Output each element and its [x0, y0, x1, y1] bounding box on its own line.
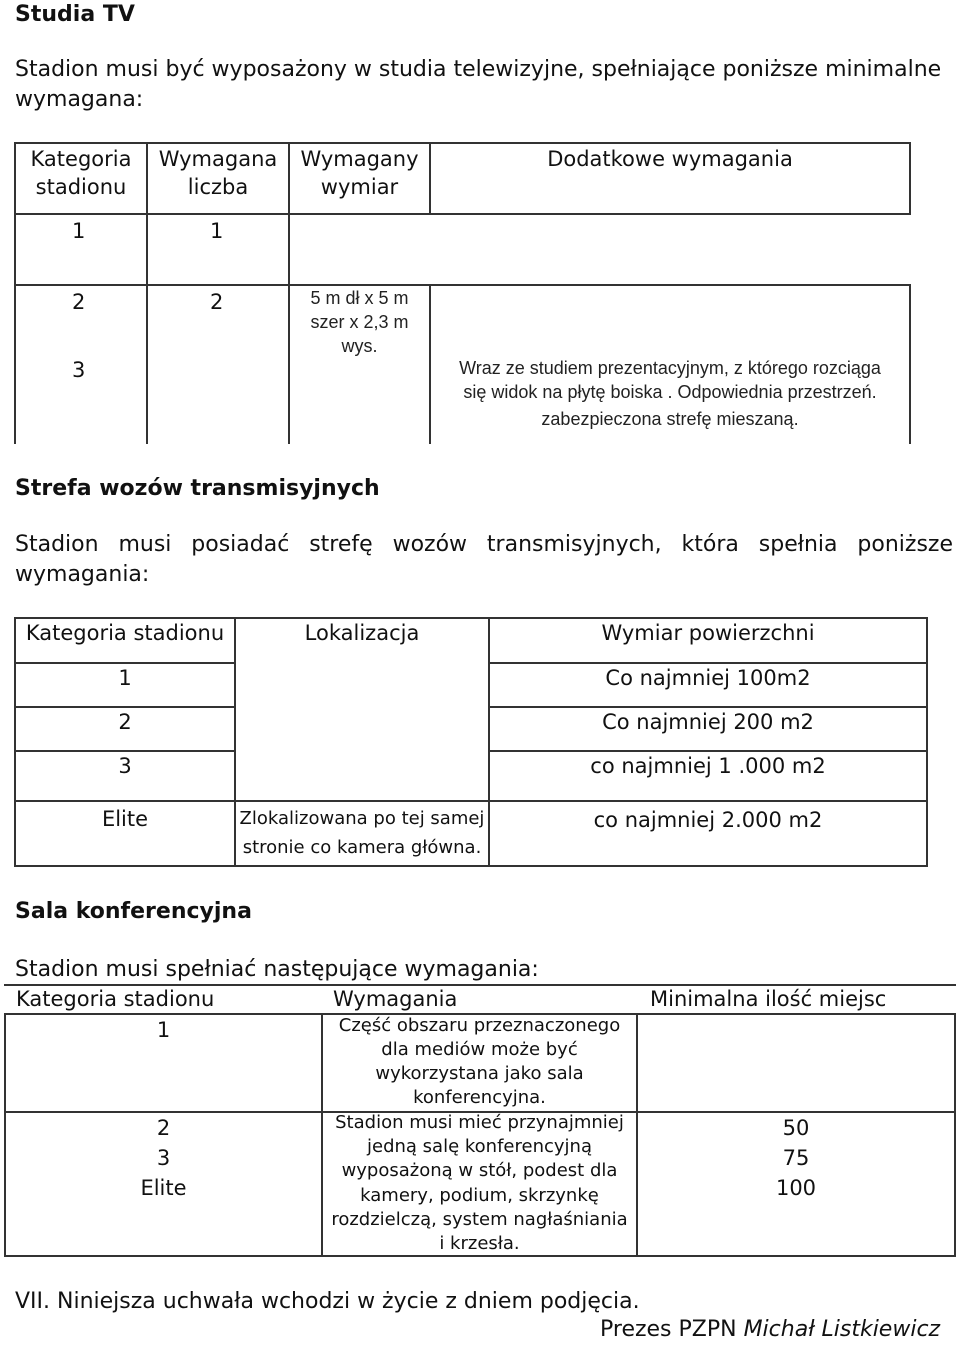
- row-elite-lokalizacja: [236, 804, 488, 862]
- row2-liczba: 2: [210, 290, 224, 314]
- row2-kategoria: 2: [72, 290, 86, 314]
- wymiar-line3: wys.: [341, 336, 378, 356]
- miejsca-100: 100: [775, 1176, 817, 1200]
- row2-kategoria: 2: [118, 710, 132, 734]
- row1-wymagania-line3: wykorzystana jako sala: [375, 1063, 584, 1084]
- row3-kategoria: 3: [72, 358, 86, 382]
- row1-liczba: 1: [210, 219, 224, 243]
- dodatkowe-line1: Wraz ze studiem prezentacyjnym, z którego rozciąga: [459, 358, 881, 378]
- row1-wymagania-line4: konferencyjna.: [413, 1087, 546, 1108]
- header-liczba-line2: liczba: [187, 175, 249, 199]
- lokalizacja-line1: Zlokalizowana po tej samej: [239, 808, 485, 829]
- lokalizacja-line2: stronie co kamera główna.: [242, 837, 482, 858]
- signature-prefix: Prezes PZPN: [600, 1317, 737, 1342]
- header-minimalna-ilosc: Minimalna ilość miejsc: [650, 987, 887, 1011]
- miejsca-50: 50: [782, 1116, 810, 1140]
- dodatkowe-line3: zabezpieczona strefę mieszaną.: [541, 409, 799, 429]
- row1-kategoria: 1: [156, 1018, 171, 1042]
- header-liczba: [148, 145, 288, 201]
- intro-studia-line2: wymagana:: [15, 87, 144, 112]
- row-elite-wymiar: co najmniej 2.000 m2: [593, 808, 823, 832]
- row1-wymagania-line2: dla mediów może być: [381, 1039, 578, 1060]
- header-wymiar: [290, 145, 429, 201]
- header-kategoria-stadionu: Kategoria stadionu: [16, 987, 215, 1011]
- wymiar-line2: szer x 2,3 m: [310, 312, 409, 332]
- header-wymagania: Wymagania: [333, 987, 458, 1011]
- group-wymagania-line6: i krzesła.: [439, 1233, 520, 1255]
- row3-wymiar: co najmniej 1 .000 m2: [590, 754, 826, 778]
- header-wymiar-line1: Wymagany: [300, 147, 419, 171]
- intro-studia-line1: Stadion musi być wyposażony w studia telewizyjne, spełniające poniższe minimalne: [15, 57, 942, 82]
- header-kategoria-line2: stadionu: [35, 175, 127, 199]
- header-wymiar-line2: wymiar: [320, 175, 399, 199]
- heading-strefa-wozow: Strefa wozów transmisyjnych: [15, 476, 380, 501]
- group-wymagania: [323, 1111, 636, 1256]
- header-kategoria-stadionu: Kategoria stadionu: [25, 621, 225, 645]
- row1-kategoria: 1: [118, 666, 132, 690]
- group-wymagania-line5: rozdzielczą, system nagłaśniania: [331, 1208, 628, 1230]
- heading-studia-tv: Studia TV: [15, 2, 135, 27]
- dodatkowe-line2: się widok na płytę boiska . Odpowiednia przestrzeń.: [463, 382, 877, 402]
- row3-kategoria: 3: [118, 754, 132, 778]
- header-lokalizacja: Lokalizacja: [304, 621, 420, 645]
- row1-kategoria: 1: [72, 219, 86, 243]
- heading-sala-konferencyjna: Sala konferencyjna: [15, 899, 252, 924]
- header-kategoria: [16, 145, 146, 201]
- wymiar-line1: 5 m dł x 5 m: [310, 288, 409, 308]
- header-dodatkowe: Dodatkowe wymagania: [547, 147, 793, 171]
- kategoria-3: 3: [156, 1146, 171, 1170]
- miejsca-75: 75: [782, 1146, 810, 1170]
- header-liczba-line1: Wymagana: [158, 147, 278, 171]
- group-miejsca: [638, 1113, 954, 1203]
- wymiar-cell: [290, 286, 429, 358]
- group-wymagania-line4: kamery, podium, skrzynkę: [360, 1184, 599, 1206]
- group-kategorie: [6, 1113, 321, 1203]
- row2-wymiar: Co najmniej 200 m2: [602, 710, 814, 734]
- row1-wymagania: [323, 1014, 636, 1110]
- intro-sala: Stadion musi spełniać następujące wymagania:: [15, 957, 539, 982]
- row-elite-kategoria: Elite: [101, 807, 149, 831]
- kategoria-2: 2: [156, 1116, 171, 1140]
- dodatkowe-cell: [431, 356, 909, 431]
- group-wymagania-line1: Stadion musi mieć przynajmniej: [335, 1112, 624, 1133]
- group-wymagania-line2: jedną salę konferencyjną: [367, 1136, 592, 1158]
- kategoria-elite: Elite: [140, 1176, 187, 1200]
- intro-strefa-line2: wymagania:: [15, 562, 150, 587]
- row1-wymagania-line1: Część obszaru przeznaczonego: [338, 1015, 621, 1036]
- closing-clause: VII. Niniejsza uchwała wchodzi w życie z dniem podjęcia.: [15, 1289, 640, 1314]
- header-wymiar-powierzchni: Wymiar powierzchni: [601, 621, 815, 645]
- group-wymagania-line3: wyposażoną w stół, podest dla: [341, 1160, 618, 1182]
- intro-strefa-line1: Stadion musi posiadać strefę wozów transmisyjnych, która spełnia poniższe: [15, 532, 953, 557]
- row1-wymiar: Co najmniej 100m2: [605, 666, 811, 690]
- signature-name: Michał Listkiewicz: [743, 1317, 941, 1342]
- header-kategoria-line1: Kategoria: [30, 147, 132, 171]
